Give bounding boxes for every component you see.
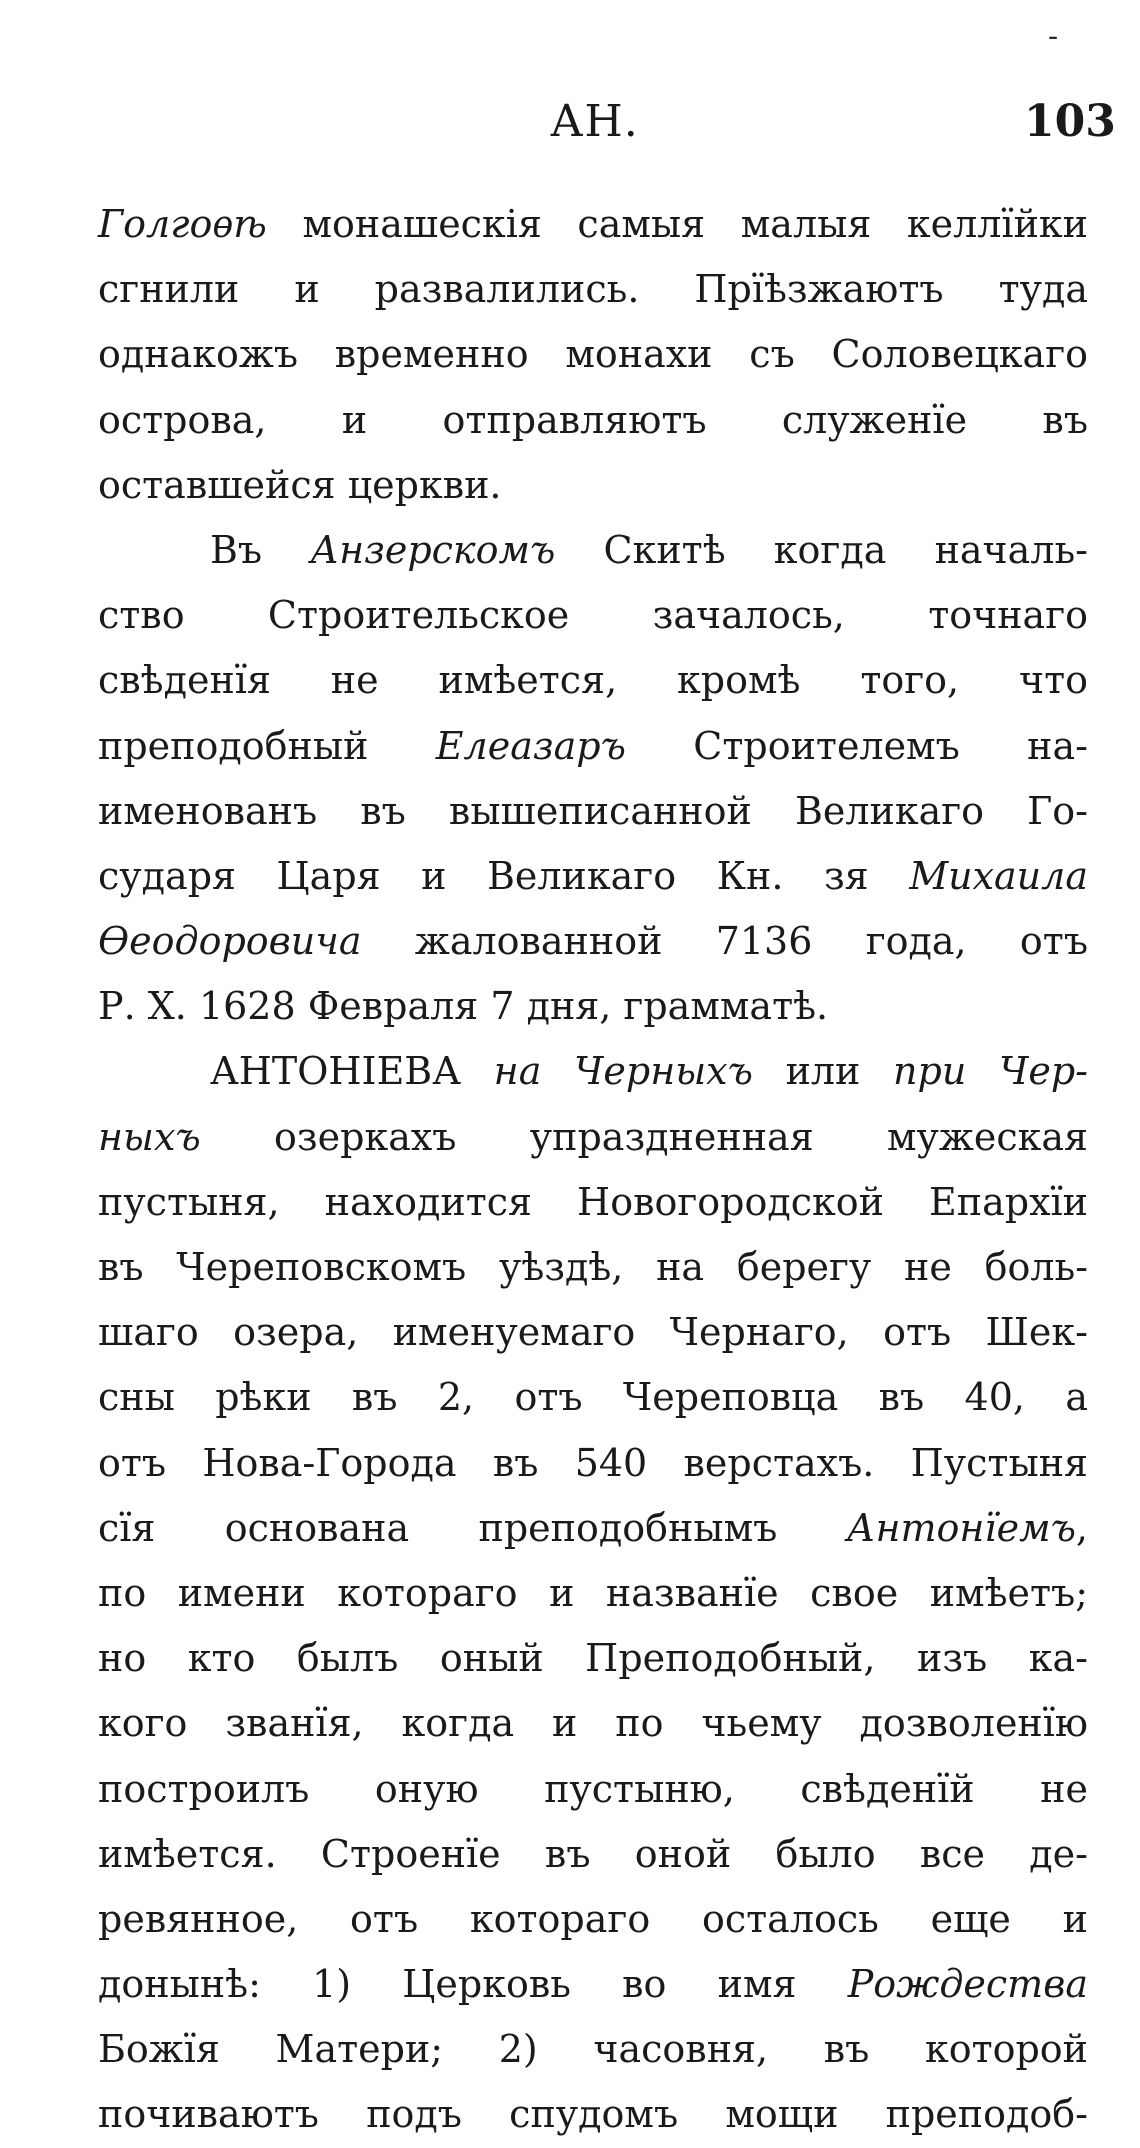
text-line	[98, 1105, 1088, 1170]
running-head	[0, 92, 1140, 152]
text-line	[98, 1887, 1088, 1952]
text-run: почиваютъ подъ спудомъ мощи преподоб-	[98, 2092, 1088, 2137]
page-number: 103	[1024, 96, 1116, 147]
text-line	[98, 1431, 1088, 1496]
text-run: въ Череповскомъ уѣздѣ, на берегу не боль-	[98, 1245, 1088, 1289]
body-text	[98, 192, 1088, 2148]
text-line	[98, 714, 1088, 779]
text-run: АНТОНІЕВА	[210, 1049, 494, 1094]
text-run: сгнили и развалились. Прїѣзжаютъ туда	[98, 267, 1088, 312]
text-run: сударя Царя и Великаго Кн. зя	[98, 853, 910, 898]
text-line	[98, 257, 1088, 322]
text-line	[98, 1952, 1088, 2017]
text-line	[98, 2082, 1088, 2147]
italic-name: Анзерскомъ	[310, 527, 556, 572]
italic-name: Антонїемъ	[846, 1505, 1076, 1550]
text-line	[98, 2017, 1088, 2082]
text-run: построилъ оную пустыню, свѣденїй не	[98, 1766, 1088, 1811]
text-line	[98, 974, 1088, 1039]
text-line	[98, 779, 1088, 844]
italic-name: Елеазаръ	[435, 723, 626, 768]
text-line	[98, 583, 1088, 648]
text-line	[98, 909, 1088, 974]
text-line	[98, 648, 1088, 713]
italic-name: при Чер-	[893, 1049, 1088, 1094]
italic-name: Михаила	[909, 853, 1088, 898]
text-line	[98, 1691, 1088, 1756]
text-line	[98, 1496, 1088, 1561]
text-line	[98, 322, 1088, 387]
text-run: жалованной 7136 года, отъ	[361, 919, 1088, 964]
text-run: имѣется. Строенїе въ оной было все де-	[98, 1831, 1088, 1876]
text-line	[98, 1039, 1088, 1104]
italic-name: на Черныхъ	[493, 1049, 753, 1094]
italic-name: Голгоѳѣ	[98, 202, 267, 246]
text-run: донынѣ: 1) Церковь во имя	[98, 1962, 848, 2007]
text-run: сїя основана преподобнымъ	[98, 1505, 847, 1550]
text-line	[98, 388, 1088, 453]
text-run: Въ	[210, 527, 311, 572]
text-run: Р. Х. 1628 Февраля 7 дня, грамматѣ.	[98, 984, 829, 1029]
text-line	[98, 844, 1088, 909]
running-title: АН.	[550, 96, 639, 147]
text-run: свѣденїя не имѣется, кромѣ того, что	[98, 658, 1088, 703]
italic-name: Рождества	[847, 1962, 1088, 2007]
text-run: кого званїя, когда и по чьему дозволенїю	[98, 1701, 1088, 1746]
text-line	[98, 1757, 1088, 1822]
text-run: оставшейся церкви.	[98, 462, 502, 507]
text-line	[98, 1822, 1088, 1887]
text-line	[98, 1626, 1088, 1691]
text-run: монашескія самыя малыя келлїйки	[266, 202, 1088, 246]
text-run: сны рѣки въ 2, отъ Череповца въ 40, а	[98, 1375, 1088, 1420]
text-line	[98, 1235, 1088, 1300]
text-run: отъ Нова-Города въ 540 верстахъ. Пустыня	[98, 1440, 1088, 1485]
text-run: однакожъ временно монахи съ Соловецкаго	[98, 332, 1088, 377]
text-run: озеркахъ упраздненная мужеская	[200, 1114, 1088, 1159]
text-line	[98, 1561, 1088, 1626]
text-run: пустыня, находится Новогородской Епархїи	[98, 1179, 1088, 1224]
text-line	[98, 518, 1088, 583]
text-line	[98, 1300, 1088, 1365]
text-run: по имени котораго и названїе свое имѣетъ;	[98, 1570, 1088, 1615]
text-run: Строителемъ на-	[625, 723, 1088, 768]
text-run: ревянное, отъ котораго осталось еще и	[98, 1896, 1088, 1941]
text-run: или	[752, 1049, 894, 1094]
text-run: именованъ въ вышеписанной Великаго Го-	[98, 788, 1088, 833]
text-run: преподобный	[98, 723, 436, 768]
text-run: но кто былъ оный Преподобный, изъ ка-	[98, 1636, 1088, 1681]
text-line	[98, 453, 1088, 518]
text-run: острова, и отправляютъ служенїе въ	[98, 397, 1088, 442]
italic-name: Ѳеодоровича	[98, 919, 362, 964]
text-line	[98, 192, 1088, 257]
text-line	[98, 1365, 1088, 1430]
italic-name: ныхъ	[98, 1114, 201, 1159]
text-run: ство Строительское зачалось, точнаго	[98, 593, 1088, 638]
corner-mark: -	[1048, 19, 1059, 54]
text-line	[98, 1170, 1088, 1235]
text-run: ,	[1075, 1505, 1088, 1550]
text-run: Божїя Матери; 2) часовня, въ которой	[98, 2027, 1088, 2072]
text-run: шаго озера, именуемаго Чернаго, отъ Шек-	[98, 1310, 1088, 1355]
text-run: Скитѣ когда началь-	[555, 527, 1088, 572]
